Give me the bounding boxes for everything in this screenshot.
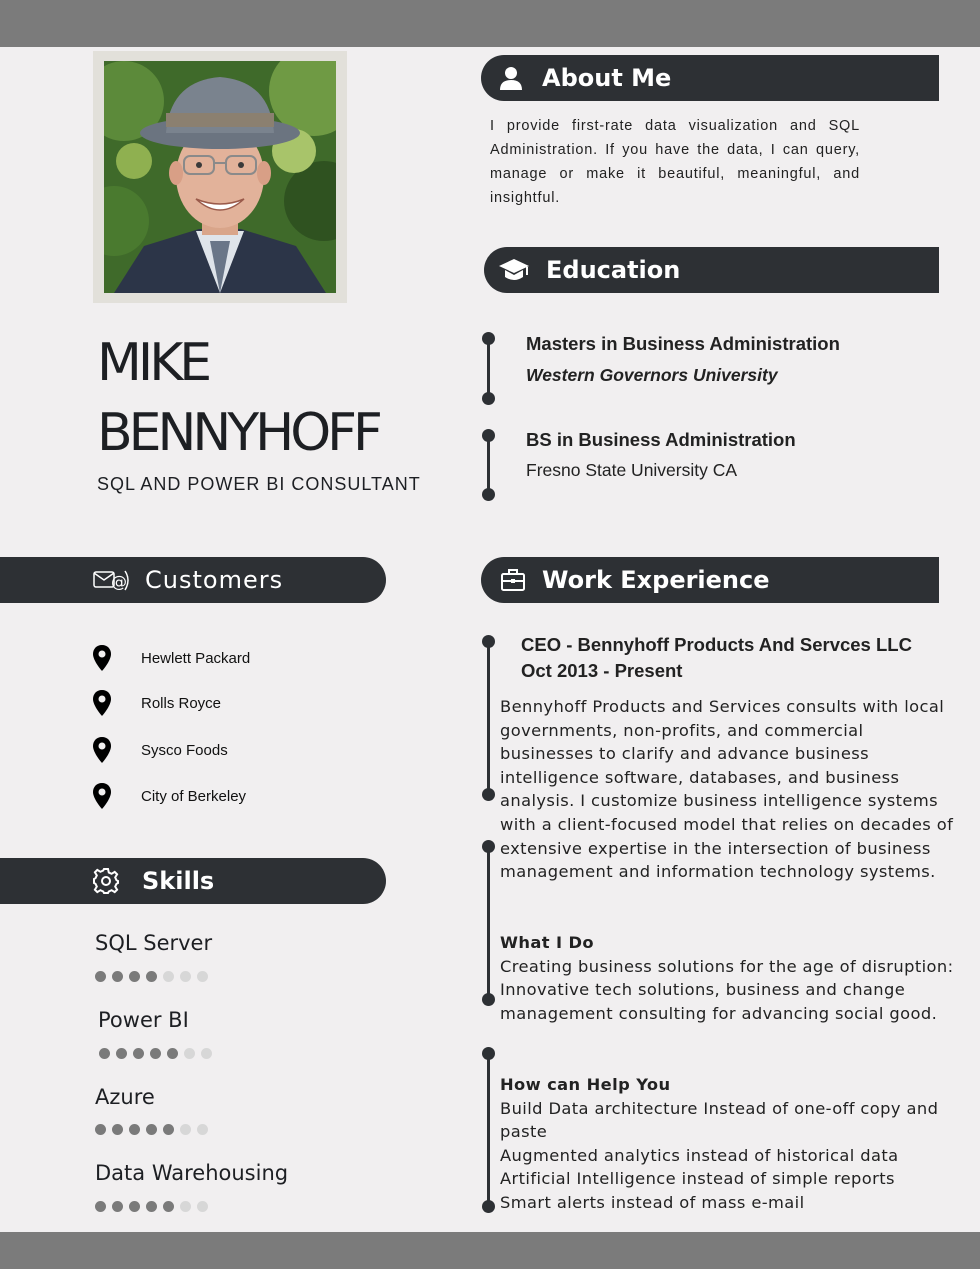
timeline-line	[487, 340, 490, 395]
skill-rating	[95, 1124, 208, 1135]
skill-dot-empty	[201, 1048, 212, 1059]
skill-dot-filled	[112, 971, 123, 982]
customers-heading: Customers	[145, 566, 284, 594]
skill-dot-filled	[95, 1124, 106, 1135]
about-header	[481, 55, 939, 101]
skill-name: SQL Server	[95, 931, 213, 955]
skill-dot-filled	[150, 1048, 161, 1059]
profile-photo	[104, 61, 336, 293]
job-subtitle: SQL AND POWER BI CONSULTANT	[97, 474, 421, 494]
timeline-line	[487, 437, 490, 492]
skill-rating	[95, 1201, 208, 1212]
help-item: Smart alerts instead of mass e-mail	[500, 1192, 805, 1212]
skill-rating	[95, 971, 208, 982]
skills-header	[0, 858, 386, 904]
skill-dot-filled	[112, 1124, 123, 1135]
first-name: MIKE	[97, 333, 209, 393]
last-name: BENNYHOFF	[97, 403, 379, 463]
briefcase-icon	[500, 568, 526, 592]
timeline-line	[487, 847, 490, 999]
skill-dot-empty	[180, 1124, 191, 1135]
skill-dot-filled	[116, 1048, 127, 1059]
skill-dot-empty	[163, 971, 174, 982]
timeline-dot	[482, 488, 495, 501]
help-section	[500, 1073, 960, 1215]
work-header	[481, 557, 939, 603]
skill-name: Azure	[95, 1085, 155, 1109]
skill-dot-filled	[95, 1201, 106, 1212]
help-item: Build Data architecture Instead of one-off copy and paste	[500, 1098, 939, 1142]
skill-dot-filled	[167, 1048, 178, 1059]
customer-item	[90, 687, 222, 719]
skill-dot-filled	[95, 971, 106, 982]
skill-dot-filled	[133, 1048, 144, 1059]
customer-item	[90, 780, 247, 812]
work-description: Bennyhoff Products and Services consults with local governments, non-profits, and commercial businesses to clarify and advance business intelligence software, databases, and business analysis. I customize business intelligence systems with a client-focused model that relies on decades of extensive expertise in the intersection of business management and information technology systems.	[500, 697, 954, 882]
skill-dot-filled	[129, 1201, 140, 1212]
what-i-do-section	[500, 931, 960, 1025]
skill-dot-filled	[99, 1048, 110, 1059]
what-i-do-text: Creating business solutions for the age of disruption: Innovative tech solutions, business and change management consulting for advancing social good.	[500, 956, 954, 1023]
top-band	[0, 0, 980, 47]
map-pin-icon	[90, 736, 114, 764]
job-role: CEO - Bennyhoff Products And Servces LLC	[521, 634, 912, 655]
timeline-line	[487, 1054, 490, 1206]
education-school: Western Governors University	[526, 365, 778, 385]
about-heading: About Me	[542, 64, 672, 92]
map-pin-icon	[90, 782, 114, 810]
customer-name: City of Berkeley	[141, 787, 247, 805]
job-period: Oct 2013 - Present	[521, 660, 683, 681]
help-item: Augmented analytics instead of historical data	[500, 1145, 899, 1165]
timeline-dot	[482, 788, 495, 801]
skill-dot-empty	[197, 1201, 208, 1212]
education-heading: Education	[546, 256, 681, 284]
skill-dot-filled	[129, 971, 140, 982]
map-pin-icon	[90, 689, 114, 717]
help-item: Artificial Intelligence instead of simple reports	[500, 1169, 895, 1189]
skill-dot-empty	[197, 1124, 208, 1135]
customer-name: Rolls Royce	[141, 694, 222, 712]
skill-dot-empty	[197, 971, 208, 982]
skill-dot-empty	[180, 1201, 191, 1212]
about-text: I provide first-rate data visualization and SQL Administration. If you have the data, I can query, manage or make it beautiful, meaningful, and insightful.	[490, 118, 860, 206]
contact-icon	[92, 565, 132, 595]
skill-dot-filled	[112, 1201, 123, 1212]
timeline-line	[487, 642, 490, 794]
profile-photo-frame	[93, 51, 347, 303]
help-heading: How can Help You	[500, 1075, 671, 1094]
education-school: Fresno State University CA	[526, 460, 738, 480]
customers-header	[0, 557, 386, 603]
skill-dot-filled	[146, 971, 157, 982]
what-i-do-heading: What I Do	[500, 933, 595, 952]
education-degree: Masters in Business Administration	[526, 333, 840, 354]
timeline-dot	[482, 1200, 495, 1213]
skill-dot-filled	[146, 1201, 157, 1212]
timeline-dot	[482, 993, 495, 1006]
person-icon	[498, 65, 524, 91]
skills-heading: Skills	[142, 867, 215, 895]
svg-text:@: @	[111, 572, 127, 591]
skill-dot-filled	[163, 1124, 174, 1135]
map-pin-icon	[90, 644, 114, 672]
customer-item	[90, 642, 251, 674]
education-header	[484, 247, 939, 293]
skill-name: Power BI	[98, 1008, 189, 1032]
skill-dot-filled	[163, 1201, 174, 1212]
timeline-dot	[482, 392, 495, 405]
skill-dot-empty	[184, 1048, 195, 1059]
skill-dot-empty	[180, 971, 191, 982]
skill-dot-filled	[146, 1124, 157, 1135]
work-heading: Work Experience	[542, 566, 770, 594]
skill-dot-filled	[129, 1124, 140, 1135]
gear-icon	[92, 867, 120, 895]
skill-name: Data Warehousing	[95, 1161, 289, 1185]
customer-name: Hewlett Packard	[141, 649, 251, 667]
customer-item	[90, 734, 228, 766]
bottom-band	[0, 1232, 980, 1269]
graduation-cap-icon	[498, 256, 530, 284]
education-degree: BS in Business Administration	[526, 429, 796, 450]
customer-name: Sysco Foods	[141, 741, 228, 759]
job-title	[521, 632, 912, 684]
skill-rating	[99, 1048, 212, 1059]
